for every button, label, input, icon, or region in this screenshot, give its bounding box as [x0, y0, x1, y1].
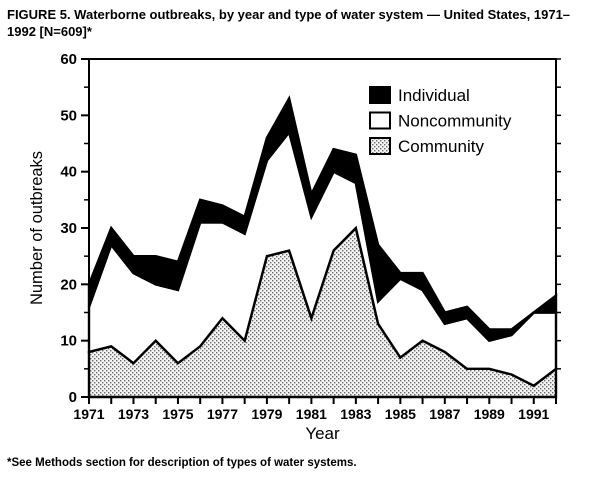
y-axis-tick-label: 50 — [60, 107, 77, 125]
x-axis-tick-label: 1975 — [162, 406, 194, 422]
x-axis-title: Year — [305, 424, 340, 443]
x-axis-tick-label: 1991 — [518, 406, 550, 422]
y-axis-tick-label: 10 — [60, 332, 77, 350]
legend-label-individual: Individual — [398, 86, 470, 105]
x-axis-tick-label: 1977 — [206, 406, 239, 422]
x-axis-tick-label: 1979 — [251, 406, 283, 422]
y-axis-title: Number of outbreaks — [28, 150, 46, 306]
legend-swatch-noncommunity — [370, 113, 390, 129]
legend-swatch-individual — [370, 87, 390, 103]
legend-label-noncommunity: Noncommunity — [398, 111, 512, 131]
legend-label-community: Community — [398, 137, 484, 156]
y-axis-tick-label: 30 — [60, 220, 77, 237]
x-axis-tick-label: 1983 — [340, 406, 372, 422]
x-axis-tick-label: 1985 — [384, 406, 416, 422]
x-axis-tick-label: 1987 — [429, 406, 461, 422]
figure-title: FIGURE 5. Waterborne outbreaks, by year and type of water system — United States, 1971–1992 [N=609]* — [7, 7, 571, 39]
legend — [370, 86, 512, 156]
x-axis-tick-label: 1973 — [117, 406, 150, 422]
y-axis-tick-label: 60 — [60, 51, 77, 68]
y-axis-tick-label: 40 — [60, 163, 77, 181]
y-axis-tick-label: 0 — [68, 389, 77, 406]
x-axis-tick-label: 1981 — [295, 406, 327, 422]
x-axis-tick-label: 1989 — [473, 406, 505, 422]
x-axis-tick-label: 1971 — [73, 406, 105, 422]
figure-footnote: *See Methods section for description of types of water systems. — [7, 457, 357, 469]
legend-swatch-community — [370, 138, 390, 154]
y-axis-tick-label: 20 — [60, 276, 77, 294]
